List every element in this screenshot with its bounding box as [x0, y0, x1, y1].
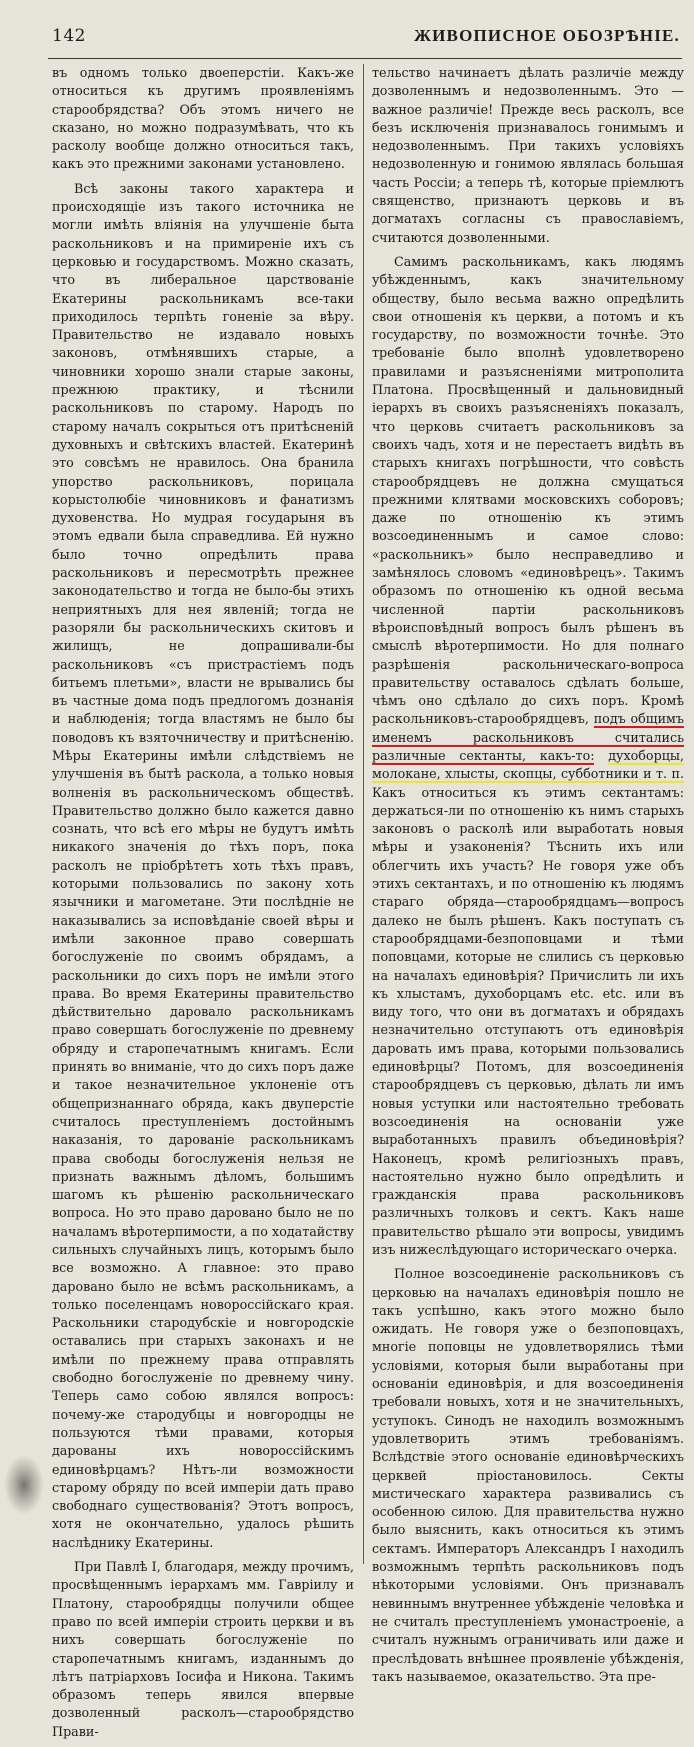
paragraph	[372, 253, 684, 1259]
red-underlined-text: подъ общимъ именемъ раскольниковъ считались различные сектанты, какъ-то:	[372, 711, 684, 763]
ink-stain	[4, 1455, 44, 1515]
column-divider	[363, 64, 364, 1564]
paragraph-text: Какъ относиться къ этимъ сектантамъ: держаться-ли по отношенію къ нимъ старыхъ законовъ о расколѣ или выработать новыя мѣры и узаконенія? Тѣснить ихъ или облегчить ихъ участь? Не говоря уже объ этихъ сектантахъ, и по отношенію къ людямъ стараго обряда—старообрядцамъ—вопросъ далеко не былъ рѣшенъ. Какъ поступать съ старообрядцами-безпоповцами и тѣми поповцами, которые не слились съ церковью на началахъ единовѣрія? Причислить ли ихъ къ хлыстамъ, духоборцамъ etc. etc. или въ виду того, что они въ догматахъ и обрядахъ незначительно отступаютъ отъ единовѣрія даровать имъ права, которыми пользовались единовѣрцы? Потомъ, для возсоединенія старообрядцевъ съ церковью, дѣлать ли имъ новыя уступки или настоятельно требовать возсоединенія на основаніи уже выработанныхъ правилъ объединовѣрія? Наконецъ, кромѣ религіозныхъ правъ, настоятельно нужно было опредѣлить и гражданскія права раскольниковъ различныхъ толковъ и сектъ. Какъ наше правительство рѣшало эти вопросы, увидимъ изъ нижеслѣдующаго историческаго очерка.	[372, 784, 684, 1257]
paragraph: въ одномъ только двоеперстіи. Какъ-же относиться къ другимъ проявленіямъ старообрядства? Объ этомъ ничего не сказано, но можно подразумѣвать, что къ расколу вообще должно относиться такъ, какъ это прежними законами установлено.	[52, 65, 354, 172]
left-column	[52, 64, 354, 1747]
paragraph-text: Самимъ раскольникамъ, какъ людямъ убѣжденнымъ, какъ значительному обществу, было весьма важно опредѣлить свои отношенія къ церкви, а потомъ и къ государству, по возможности точнѣе. Это требованіе было вполнѣ удовлетворено правилами и разъясненіями митрополита Платона. Просвѣщенный и дальновидный іерархъ въ своихъ разъясненіяхъ показалъ, что церковь считаетъ раскольниковъ за своихъ чадъ, хотя и не перестаетъ видѣть въ старыхъ книгахъ погрѣшности, что совѣсть старообрядцевъ не должна смущаться прежними клятвами московскихъ соборовъ; даже по отношенію къ этимъ возсоединеннымъ и самое слово: «раскольникъ» было несправедливо и замѣнялось словомъ «единовѣрецъ». Такимъ образомъ по отношенію къ одной весьма численной партіи раскольниковъ вѣроисповѣдный вопросъ былъ рѣшенъ въ смыслѣ вѣротерпимости. Но для полнаго разрѣшенія раскольническаго-вопроса правительству оставалось сдѣлать больше, чѣмъ оно сдѣлало до сихъ поръ. Кромѣ раскольниковъ-старообрядцевъ,	[372, 253, 684, 727]
header-rule	[48, 58, 682, 59]
paragraph: тельство начинаетъ дѣлать различіе между дозволеннымъ и недозволеннымъ. Это — важное различіе! Прежде весь расколъ, все безъ исключенія признавалось гонимымъ и недозволеннымъ. При такихъ условіяхъ недозволенную и гонимою являлась большая часть Россіи; а теперь тѣ, которые пріемлютъ священство, признаютъ церковь и въ догматахъ согласны съ православіемъ, считаются дозволенными.	[372, 65, 684, 245]
paragraph: Всѣ законы такого характера и происходящіе изъ такого источника не могли имѣть вліянія на улучшеніе быта раскольниковъ и на примиреніе ихъ съ церковью и государствомъ. Можно сказать, что въ либеральное царствованіе Екатерины раскольникамъ все-таки приходилось терпѣть гоненіе за вѣру. Правительство не издавало новыхъ законовъ, отмѣнявшихъ старые, а чиновники хорошо знали старые законы, прежнюю практику, и тѣснили раскольниковъ по старому. Народъ по старому началъ сокрыться отъ притѣсненій духовныхъ и свѣтскихъ властей. Екатеринѣ это совсѣмъ не нравилось. Она бранила упорство раскольниковъ, порицала корыстолюбіе чиновниковъ и фанатизмъ духовенства. Но мудрая государыня въ этомъ едвали была справедлива. Ей нужно было точно опредѣлить права раскольниковъ и пересмотрѣть прежнее законодательство и тогда не было-бы этихъ неприятныхъ для нея явленій; тогда не разоряли бы раскольническихъ скитовъ и жилищъ, не допрашивали-бы раскольниковъ «съ пристрастіемъ подъ битьемъ плетьми», власти не врывались бы въ частные дома подъ предлогомъ дознанія и наблюденія; тогда властямъ не было бы поводовъ къ взяточничеству и притѣсненію. Мѣры Екатерины имѣли слѣдствіемъ не улучшенія въ бытѣ раскола, а только новыя волненія въ раскольническомъ обществѣ. Правительство должно было кажется давно сознать, что всѣ его мѣры не будутъ имѣть никакого значенія до тѣхъ поръ, пока расколъ не пріобрѣтетъ хоть тѣхъ правъ, которыми пользовались по закону хоть язычники и магометане. Эти послѣдніе не наказывались за исповѣданіе своей вѣры и имѣли законное право совершать богослуженіе по своимъ обрядамъ, а раскольники до сихъ поръ не имѣли этого права. Во время Екатерины правительство дѣйствительно даровало раскольникамъ право совершать богослуженіе по древнему обряду и старопечатнымъ книгамъ. Если принять во вниманіе, что до сихъ поръ даже и такое незначительное уклоненіе отъ общепризнаннаго обряда, какъ двуперстіе считалось преступленіемъ достойнымъ наказанія, то дарованіе раскольникамъ права свободы богослуженія нельзя не признать важнымъ дѣломъ, большимъ шагомъ къ рѣшенію раскольническаго вопроса. Но это право даровано было не по началамъ вѣротерпимости, а по ходатайству сильныхъ случайныхъ лицъ, которымъ было все возможно. А главное: это право даровано было не всѣмъ раскольникамъ, а только поселенцамъ новороссійскаго края. Раскольники стародубскіе и новгородскіе оставались при старыхъ законахъ и не имѣли по прежнему права отправлять свободно богослуженіе по древнему чину. Теперь само собою являлся вопросъ: почему-же стародубцы и новгородцы не пользуются тѣми правами, которыя дарованы ихъ новороссійскимъ единовѣрцамъ? Нѣтъ-ли возможности старому обряду по всей имперіи дать право свободнаго существованія? Этотъ вопросъ, хотя не окончательно, удалось рѣшить наслѣднику Екатерины.	[52, 180, 354, 1550]
paragraph: При Павлѣ I, благодаря, между прочимъ, просвѣщеннымъ іерархамъ мм. Гавріилу и Платону, старообрядцы получили общее право по всей имперіи строить церкви и въ нихъ совершать богослуженіе по старопечатнымъ книгамъ, изданнымъ до лѣтъ патріарховъ Іосифа и Никона. Такимъ образомъ теперь явился впервые дозволенный расколъ—старообрядство Прави-	[52, 1559, 354, 1739]
yellow-underlined-text: духоборцы, молокане, хлысты, скопцы, субботники и т. п.	[372, 747, 684, 782]
page-number: 142	[52, 26, 86, 46]
page-header	[52, 26, 680, 56]
journal-title: ЖИВОПИСНОЕ ОБОЗРѢНІЕ.	[414, 26, 680, 45]
right-column	[372, 64, 684, 1692]
paragraph: Полное возсоединеніе раскольниковъ съ церковью на началахъ единовѣрія пошло не такъ успѣшно, какъ этого можно было ожидать. Не говоря уже о безпоповцахъ, многіе поповцы не удовлетворялись тѣми условіями, которыя были выработаны при основаніи единовѣрія, и для возсоединенія требовали новыхъ, хотя и не значительныхъ, уступокъ. Синодъ не находилъ возможнымъ удовлетворить этимъ требованіямъ. Вслѣдствіе этого основаніе единовѣрческихъ церквей пріостановилось. Секты мистическаго характера развивались съ особенною силою. Для правительства нужно было выяснить, какъ относиться къ этимъ сектамъ. Императоръ Александръ I находилъ возможнымъ терпѣть раскольниковъ подъ нѣкоторыми условіями. Онъ признавалъ невиннымъ внутреннее убѣжденіе человѣка и не считалъ преступленіемъ умонастроеніе, а считалъ нужнымъ ограничивать или даже и преслѣдовать внѣшнее проявленіе убѣжденія, такъ называемое, оказательство. Эта пре-	[372, 1266, 684, 1684]
